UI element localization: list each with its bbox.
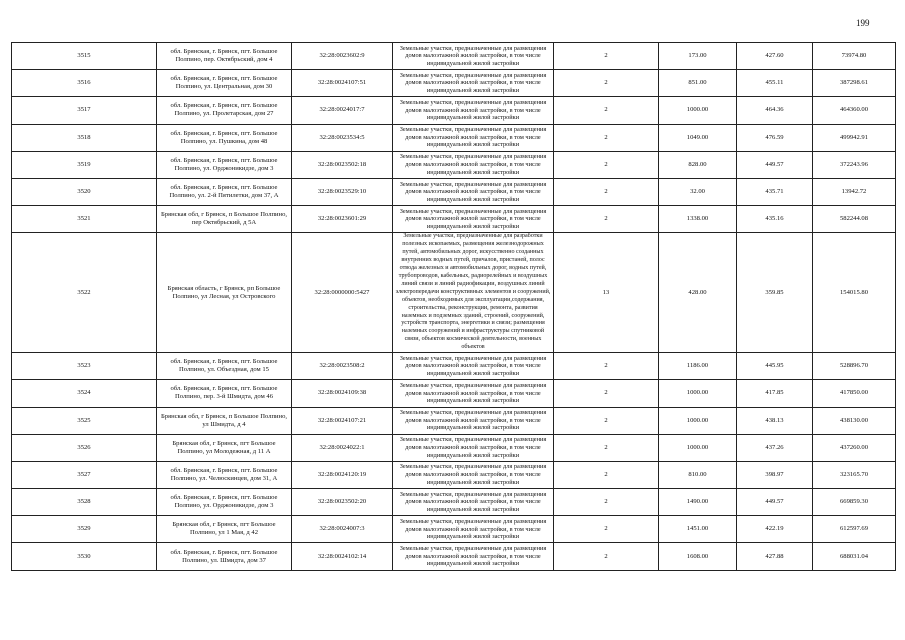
table-row [12,516,896,543]
unit-value-cell: 398.97 [737,461,813,488]
table-row [12,233,896,353]
category-cell: 2 [554,124,659,151]
cadastral-number-cell: 32:28:0023502:20 [292,489,393,516]
page-number: 199 [856,18,870,28]
unit-value-cell: 435.71 [737,178,813,205]
land-registry-table [11,42,896,571]
row-number-cell: 3523 [12,353,157,380]
address-cell: обл. Брянская, г. Брянск, пгт. Большое Полпино, пер. Октябрьский, дом 4 [157,43,292,70]
row-number-cell: 3521 [12,206,157,233]
row-number-cell: 3530 [12,543,157,570]
address-cell: Брянская обл, г Брянск, п Большое Полпино, пер Октябрьский, д 5А [157,206,292,233]
cadastral-number-cell: 32:28:0024120:19 [292,461,393,488]
address-cell: обл. Брянская, г. Брянск, пгт. Большое Полпино, ул. 2-й Пятилетки, дом 37, А [157,178,292,205]
area-cell: 32.00 [659,178,737,205]
area-cell: 1451.00 [659,516,737,543]
row-number-cell: 3527 [12,461,157,488]
address-cell: обл. Брянская, г. Брянск, пгт. Большое Полпино, ул. Челюскинцев, дом 31, А [157,461,292,488]
cadastral-number-cell: 32:28:0024109:38 [292,380,393,407]
unit-value-cell: 445.95 [737,353,813,380]
row-number-cell: 3519 [12,151,157,178]
permitted-use-cell: Земельные участки, предназначенные для размещения домов малоэтажной жилой застройки, в том числе индивидуальной жилой застройки [393,434,554,461]
category-cell: 2 [554,151,659,178]
address-cell: Брянская обл, г Брянск, пгт Большое Полпино, ул Молодежная, д 11 А [157,434,292,461]
table-row [12,43,896,70]
cadastral-value-cell: 387298.61 [813,70,896,97]
cadastral-number-cell: 32:28:0000000:5427 [292,233,393,353]
cadastral-number-cell: 32:28:0023601:29 [292,206,393,233]
category-cell: 2 [554,380,659,407]
row-number-cell: 3525 [12,407,157,434]
area-cell: 1000.00 [659,434,737,461]
unit-value-cell: 476.59 [737,124,813,151]
area-cell: 1049.00 [659,124,737,151]
unit-value-cell: 359.85 [737,233,813,353]
unit-value-cell: 427.60 [737,43,813,70]
address-cell: обл. Брянская, г. Брянск, пгт. Большое Полпино, ул. Объездная, дом 15 [157,353,292,380]
cadastral-value-cell: 464360.00 [813,97,896,124]
address-cell: обл. Брянская, г. Брянск, пгт. Большое Полпино, ул. Шмидта, дом 37 [157,543,292,570]
cadastral-number-cell: 32:28:0024107:21 [292,407,393,434]
cadastral-number-cell: 32:28:0024107:51 [292,70,393,97]
permitted-use-cell: Земельные участки, предназначенные для размещения домов малоэтажной жилой застройки, в том числе индивидуальной жилой застройки [393,353,554,380]
cadastral-value-cell: 417850.00 [813,380,896,407]
unit-value-cell: 449.57 [737,489,813,516]
unit-value-cell: 427.88 [737,543,813,570]
cadastral-value-cell: 13942.72 [813,178,896,205]
category-cell: 2 [554,206,659,233]
area-cell: 810.00 [659,461,737,488]
address-cell: Брянская обл, г Брянск, п Большое Полпино, ул Шмидта, д 4 [157,407,292,434]
category-cell: 2 [554,489,659,516]
category-cell: 2 [554,97,659,124]
row-number-cell: 3517 [12,97,157,124]
unit-value-cell: 455.11 [737,70,813,97]
area-cell: 173.00 [659,43,737,70]
permitted-use-cell: Земельные участки, предназначенные для размещения домов малоэтажной жилой застройки, в том числе индивидуальной жилой застройки [393,70,554,97]
address-cell: обл. Брянская, г. Брянск, пгт. Большое Полпино, ул. Пролетарская, дом 27 [157,97,292,124]
permitted-use-cell: Земельные участки, предназначенные для размещения домов малоэтажной жилой застройки, в том числе индивидуальной жилой застройки [393,43,554,70]
area-cell: 828.00 [659,151,737,178]
table-row [12,461,896,488]
cadastral-value-cell: 438130.00 [813,407,896,434]
row-number-cell: 3515 [12,43,157,70]
category-cell: 2 [554,407,659,434]
area-cell: 1000.00 [659,380,737,407]
permitted-use-cell: Земельные участки, предназначенные для размещения домов малоэтажной жилой застройки, в том числе индивидуальной жилой застройки [393,461,554,488]
permitted-use-cell: Земельные участки, предназначенные для размещения домов малоэтажной жилой застройки, в том числе индивидуальной жилой застройки [393,380,554,407]
permitted-use-cell: Земельные участки, предназначенные для размещения домов малоэтажной жилой застройки, в том числе индивидуальной жилой застройки [393,206,554,233]
cadastral-value-cell: 437260.00 [813,434,896,461]
address-cell: обл. Брянская, г. Брянск, пгт. Большое Полпино, пер. 3-й Шмидта, дом 46 [157,380,292,407]
registry-body [12,43,896,571]
address-cell: обл. Брянская, г. Брянск, пгт. Большое Полпино, ул. Орджоникидзе, дом 3 [157,489,292,516]
row-number-cell: 3520 [12,178,157,205]
area-cell: 1608.00 [659,543,737,570]
category-cell: 2 [554,461,659,488]
permitted-use-cell: Земельные участки, предназначенные для разработки полезных ископаемых, размещения железнодорожных путей, автомобильных дорог, искусственно созданных внутренних водных путей, причалов, пристаней, полос отвода железных и автомобильных дорог, водных путей, трубопроводов, кабельных, радиорелейных и воздушных линий связи и линий радиофикации, воздушных линий электропередачи конструктивных элементов и сооружений, объектов, необходимых для эксплуатации,содержания, строительства, реконструкции, ремонта, развития наземных и подземных зданий, строений, сооружений, устройств транспорта, энергетики и связи; размещения наземных сооружений и инфраструктуры спутниковой связи, объектов космической деятельности, военных объектов [393,233,554,353]
category-cell: 13 [554,233,659,353]
table-row [12,70,896,97]
permitted-use-cell: Земельные участки, предназначенные для размещения домов малоэтажной жилой застройки, в том числе индивидуальной жилой застройки [393,543,554,570]
unit-value-cell: 435.16 [737,206,813,233]
area-cell: 428.00 [659,233,737,353]
cadastral-value-cell: 582244.08 [813,206,896,233]
cadastral-number-cell: 32:28:0024017:7 [292,97,393,124]
address-cell: Брянская обл, г Брянск, пгт Большое Полпино, ул 1 Мая, д 42 [157,516,292,543]
address-cell: обл. Брянская, г. Брянск, пгт. Большое Полпино, ул. Пушкина, дом 48 [157,124,292,151]
cadastral-number-cell: 32:28:0024102:14 [292,543,393,570]
area-cell: 1338.00 [659,206,737,233]
cadastral-number-cell: 32:28:0023502:18 [292,151,393,178]
cadastral-value-cell: 688031.04 [813,543,896,570]
cadastral-value-cell: 323165.70 [813,461,896,488]
cadastral-number-cell: 32:28:0024007:3 [292,516,393,543]
area-cell: 1490.00 [659,489,737,516]
unit-value-cell: 437.26 [737,434,813,461]
table-row [12,353,896,380]
table-row [12,407,896,434]
table-row [12,543,896,570]
address-cell: обл. Брянская, г. Брянск, пгт. Большое Полпино, ул. Орджоникидзе, дом 3 [157,151,292,178]
row-number-cell: 3528 [12,489,157,516]
cadastral-value-cell: 73974.80 [813,43,896,70]
unit-value-cell: 464.36 [737,97,813,124]
permitted-use-cell: Земельные участки, предназначенные для размещения домов малоэтажной жилой застройки, в том числе индивидуальной жилой застройки [393,178,554,205]
row-number-cell: 3518 [12,124,157,151]
permitted-use-cell: Земельные участки, предназначенные для размещения домов малоэтажной жилой застройки, в том числе индивидуальной жилой застройки [393,407,554,434]
cadastral-number-cell: 32:28:0023534:5 [292,124,393,151]
category-cell: 2 [554,543,659,570]
area-cell: 1000.00 [659,407,737,434]
permitted-use-cell: Земельные участки, предназначенные для размещения домов малоэтажной жилой застройки, в том числе индивидуальной жилой застройки [393,516,554,543]
address-cell: обл. Брянская, г. Брянск, пгт. Большое Полпино, ул. Центральная, дом 30 [157,70,292,97]
cadastral-number-cell: 32:28:0024022:1 [292,434,393,461]
table-row [12,151,896,178]
cadastral-number-cell: 32:28:0023529:10 [292,178,393,205]
area-cell: 1000.00 [659,97,737,124]
table-row [12,178,896,205]
area-cell: 1186.00 [659,353,737,380]
permitted-use-cell: Земельные участки, предназначенные для размещения домов малоэтажной жилой застройки, в том числе индивидуальной жилой застройки [393,124,554,151]
cadastral-number-cell: 32:28:0023602:9 [292,43,393,70]
row-number-cell: 3526 [12,434,157,461]
category-cell: 2 [554,70,659,97]
unit-value-cell: 422.19 [737,516,813,543]
permitted-use-cell: Земельные участки, предназначенные для размещения домов малоэтажной жилой застройки, в том числе индивидуальной жилой застройки [393,489,554,516]
row-number-cell: 3522 [12,233,157,353]
cadastral-value-cell: 669859.30 [813,489,896,516]
cadastral-value-cell: 372243.96 [813,151,896,178]
table-row [12,124,896,151]
unit-value-cell: 417.85 [737,380,813,407]
area-cell: 851.00 [659,70,737,97]
cadastral-value-cell: 528896.70 [813,353,896,380]
cadastral-value-cell: 154015.80 [813,233,896,353]
category-cell: 2 [554,43,659,70]
table-row [12,489,896,516]
category-cell: 2 [554,178,659,205]
category-cell: 2 [554,516,659,543]
cadastral-number-cell: 32:28:0023508:2 [292,353,393,380]
row-number-cell: 3524 [12,380,157,407]
table-row [12,380,896,407]
table-row [12,97,896,124]
address-cell: Брянская область, г Брянск, рп Большое Полпино, ул Лесная, ул Островского [157,233,292,353]
unit-value-cell: 438.13 [737,407,813,434]
cadastral-value-cell: 612597.69 [813,516,896,543]
category-cell: 2 [554,353,659,380]
permitted-use-cell: Земельные участки, предназначенные для размещения домов малоэтажной жилой застройки, в том числе индивидуальной жилой застройки [393,151,554,178]
row-number-cell: 3516 [12,70,157,97]
permitted-use-cell: Земельные участки, предназначенные для размещения домов малоэтажной жилой застройки, в том числе индивидуальной жилой застройки [393,97,554,124]
cadastral-value-cell: 499942.91 [813,124,896,151]
table-row [12,206,896,233]
table-row [12,434,896,461]
row-number-cell: 3529 [12,516,157,543]
category-cell: 2 [554,434,659,461]
unit-value-cell: 449.57 [737,151,813,178]
